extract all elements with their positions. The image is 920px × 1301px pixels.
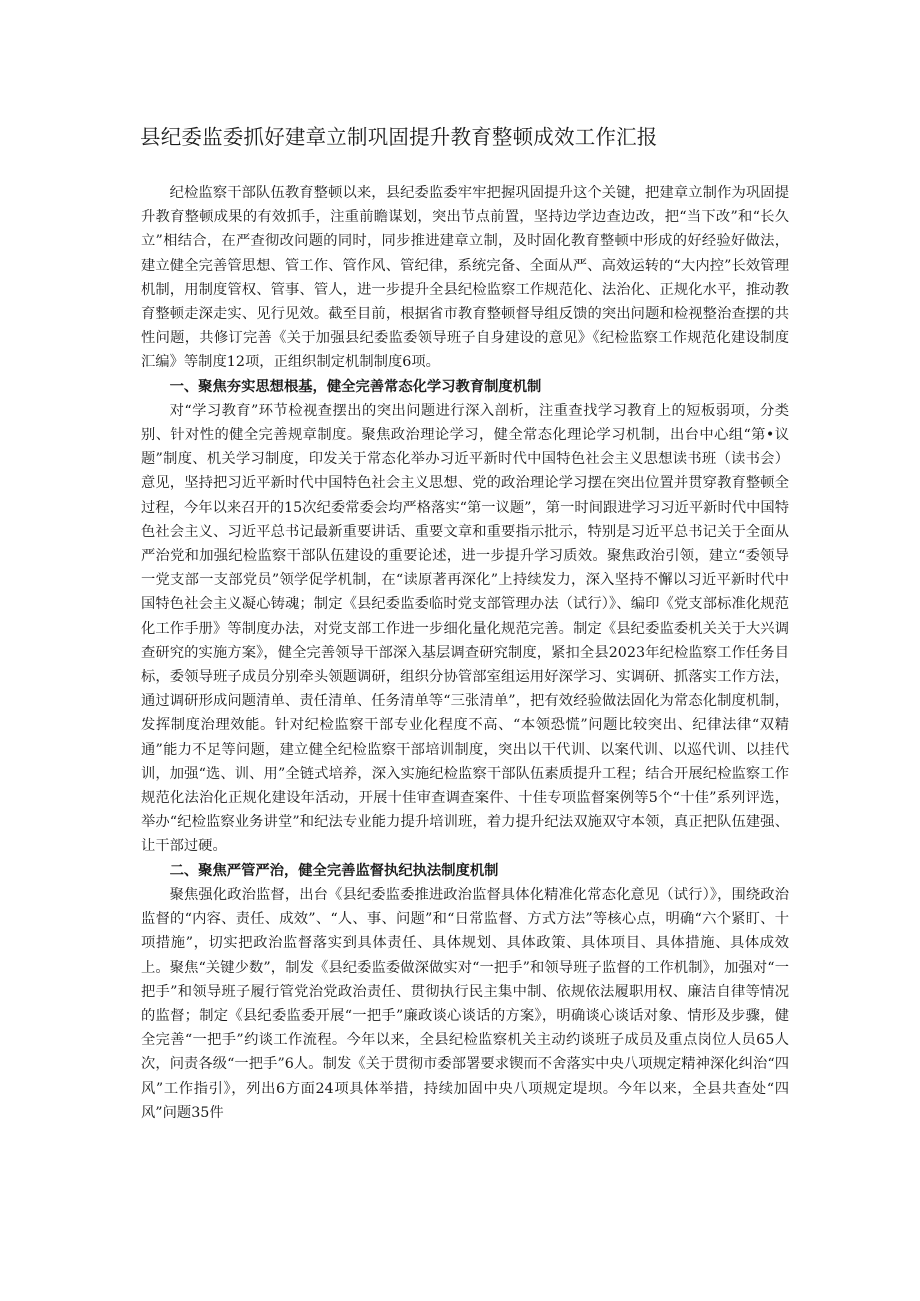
document-title: 县纪委监委抓好建章立制巩固提升教育整顿成效工作汇报 xyxy=(140,125,658,149)
document-body xyxy=(141,181,789,1125)
intro-paragraph: 纪检监察干部队伍教育整顿以来，县纪委监委牢牢把握巩固提升这个关键，把建章立制作为巩固提升教育整顿成果的有效抓手，注重前瞻谋划，突出节点前置，坚持边学边查边改，把“当下改”和“长久立”相结合，在严查彻改问题的同时，同步推进建章立制，及时固化教育整顿中形成的好经验好做法，建立健全完善管思想、管工作、管作风、管纪律，系统完备、全面从严、高效运转的“大内控”长效管理机制，用制度管权、管事、管人，进一步提升全县纪检监察工作规范化、法治化、正规化水平，推动教育整顿走深走实、见行见效。截至目前，根据省市教育整顿督导组反馈的突出问题和检视整治查摆的共性问题，共修订完善《关于加强县纪委监委领导班子自身建设的意见》《纪检监察工作规范化建设制度汇编》等制度12项，正组织制定机制制度6项。 xyxy=(141,185,789,371)
section-heading-1: 一、聚焦夯实思想根基，健全完善常态化学习教育制度机制 xyxy=(169,378,542,395)
section-heading-2: 二、聚焦严管严治，健全完善监督执纪执法制度机制 xyxy=(169,862,499,879)
section-paragraph-2: 聚焦强化政治监督，出台《县纪委监委推进政治监督具体化精准化常态化意见（试行）》，围绕政治监督的“内容、责任、成效”、“人、事、问题”和“日常监督、方式方法”等核心点，明确“六个紧盯、十项措施”，切实把政治监督落实到具体责任、具体规划、具体政策、具体项目、具体措施、具体成效上。聚焦“关键少数”，制发《县纪委监委做深做实对“一把手”和领导班子监督的工作机制》，加强对“一把手”和领导班子履行管党治党政治责任、贯彻执行民主集中制、依规依法履职用权、廉洁自律等情况的监督；制定《县纪委监委开展“一把手”廉政谈心谈话的方案》，明确谈心谈话对象、情形及步骤，健全完善“一把手”约谈工作流程。今年以来，全县纪检监察机关主动约谈班子成员及重点岗位人员65人次，问责各级“一把手”6人。制发《关于贯彻市委部署要求锲而不舍落实中央八项规定精神深化纠治“四风”工作指引》，列出6方面24项具体举措，持续加固中央八项规定堤坝。今年以来，全县共查处“四风”问题35件 xyxy=(141,886,789,1121)
section-paragraph-1: 对“学习教育”环节检视查摆出的突出问题进行深入剖析，注重查找学习教育上的短板弱项，分类别、针对性的健全完善规章制度。聚焦政治理论学习，健全常态化理论学习机制，出台中心组“第•议题”制度、机关学习制度，印发关于常态化举办习近平新时代中国特色社会主义思想读书班（读书会）意见，坚持把习近平新时代中国特色社会主义思想、党的政治理论学习摆在突出位置并贯穿教育整顿全过程，今年以来召开的15次纪委常委会均严格落实“第一议题”，第一时间跟进学习习近平新时代中国特色社会主义、习近平总书记最新重要讲话、重要文章和重要指示批示，特别是习近平总书记关于全面从严治党和加强纪检监察干部队伍建设的重要论述，进一步提升学习质效。聚焦政治引领，建立“委领导一党支部一支部党员”领学促学机制，在“读原著再深化”上持续发力，深入坚持不懈以习近平新时代中国特色社会主义凝心铸魂；制定《县纪委监委临时党支部管理办法（试行）》、编印《党支部标准化规范化工作手册》等制度办法，对党支部工作进一步细化量化规范完善。制定《县纪委监委机关关于大兴调查研究的实施方案》，健全完善领导干部深入基层调查研究制度，紧扣全县2023年纪检监察工作任务目标，委领导班子成员分别牵头领题调研，组织分协管部室组运用好深学习、实调研、抓落实工作方法，通过调研形成问题清单、责任清单、任务清单等“三张清单”，把有效经验做法固化为常态化制度机制，发挥制度治理效能。针对纪检监察干部专业化程度不高、“本领恐慌”问题比较突出、纪律法律“双精通”能力不足等问题，建立健全纪检监察干部培训制度，突出以干代训、以案代训、以巡代训、以挂代训，加强“选、训、用”全链式培养，深入实施纪检监察干部队伍素质提升工程；结合开展纪检监察工作规范化法治化正规化建设年活动，开展十佳审查调查案件、十佳专项监督案例等5个“十佳”系列评选，举办“纪检监察业务讲堂”和纪法专业能力提升培训班，着力提升纪法双施双守本领，真正把队伍建强、让干部过硬。 xyxy=(141,402,789,855)
